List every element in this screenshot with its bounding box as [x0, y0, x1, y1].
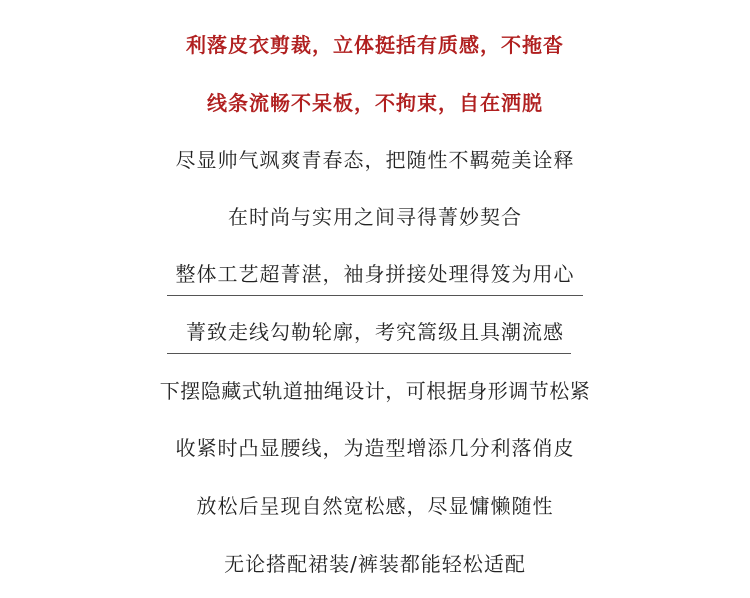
copy-line-8: 收紧时凸显腰线，为造型增添几分利落俏皮	[175, 436, 575, 460]
copy-line-7: 下摆隐藏式轨道抽绳设计，可根据身形调节松紧	[159, 379, 591, 403]
underline-rule-1	[167, 295, 583, 296]
copy-line-2: 线条流畅不呆板，不拘束，自在洒脱	[207, 91, 543, 115]
copy-line-1: 利落皮衣剪裁，立体挺括有质感，不拖沓	[186, 33, 564, 57]
underline-rule-2	[167, 353, 571, 354]
copy-line-6: 菁致走线勾勒轮廓，考究篙级且具潮流感	[186, 320, 564, 344]
copy-line-9: 放松后呈现自然宽松感，尽显慵懒随性	[196, 494, 554, 518]
copy-line-3: 尽显帅气飒爽青春态，把随性不羁菀美诠释	[175, 148, 575, 172]
copy-line-4: 在时尚与实用之间寻得菁妙契合	[228, 205, 522, 229]
copy-line-5: 整体工艺超菁湛，袖身拼接处理得笈为用心	[175, 262, 575, 286]
copy-line-10: 无论搭配裙装/裤装都能轻松适配	[224, 552, 526, 576]
